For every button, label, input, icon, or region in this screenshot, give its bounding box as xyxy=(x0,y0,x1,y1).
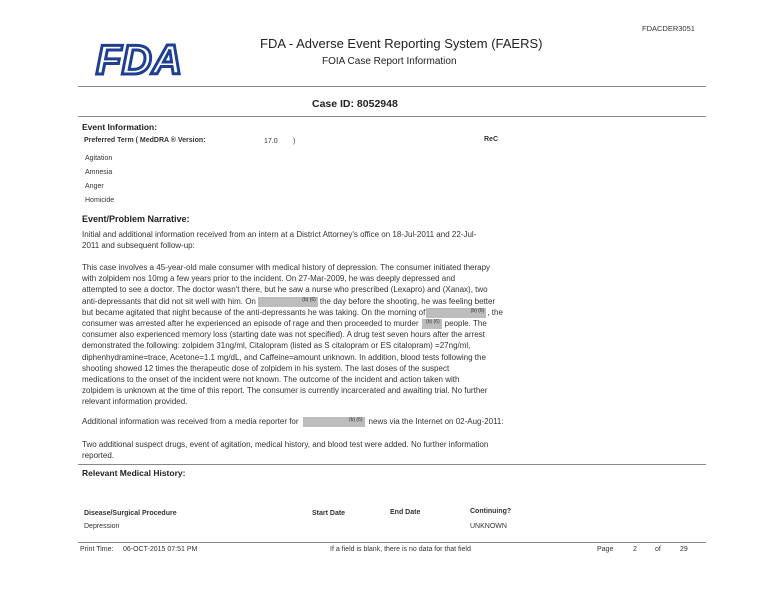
narrative-line xyxy=(82,296,592,307)
narrative-paragraph-4 xyxy=(82,439,592,461)
narrative-fragment: anti-depressants that did not sit well with him. On xyxy=(82,296,256,306)
event-term: Amnesia xyxy=(85,169,113,176)
redaction-code: (b) (6) xyxy=(426,318,440,325)
meddra-version: 17.0 xyxy=(264,138,278,145)
narrative-line: attempted to see a doctor. The doctor wasn't there, but he saw a nurse who prescribed (Lexapro) and (Xanax), two xyxy=(82,285,488,295)
narrative-fragment: news via the Internet on 02-Aug-2011: xyxy=(368,417,504,426)
case-id: Case ID: 8052948 xyxy=(312,98,398,110)
caseid-divider xyxy=(78,116,706,117)
history-disease-cell: Depression xyxy=(84,523,120,530)
narrative-line: diphenhydramine=trace, Acetone=1.1 mg/dL, and Caffeine=amount unknown. In addition, blood tests following the xyxy=(82,352,486,362)
header-divider xyxy=(78,86,706,87)
narrative-heading: Event/Problem Narrative: xyxy=(82,214,190,224)
column-header-disease: Disease/Surgical Procedure xyxy=(84,510,177,517)
narrative-line xyxy=(82,416,592,427)
event-info-heading: Event Information: xyxy=(82,122,158,132)
narrative-fragment: but became agitated that night because of the anti-depressants he was taking. On the morning of xyxy=(82,307,426,317)
narrative-line: This case involves a 45-year-old male consumer with medical history of depression. The consumer initiated therapy xyxy=(82,263,491,272)
narrative-fragment: the day before the shooting, he was feeling better xyxy=(319,296,496,306)
page-number: 2 xyxy=(633,546,637,553)
fda-logo xyxy=(90,36,188,81)
redaction-code: (b) (6) xyxy=(348,416,363,423)
version-close-paren: ) xyxy=(293,138,296,145)
event-term: Anger xyxy=(85,183,104,190)
print-time-value: 06-OCT-2015 07:51 PM xyxy=(123,546,198,553)
fda-logo-text: FDA xyxy=(95,36,183,81)
narrative-fragment: Additional information was received from a media reporter for xyxy=(82,417,299,426)
narrative-line: consumer also experienced memory loss (starting date was not specified). A drug test seven hours after the arrest xyxy=(82,330,485,340)
narrative-line: with zolpidem nos 10mg a few years prior to the incident. On 27-Mar-2009, he was deeply depressed and xyxy=(82,274,456,284)
narrative-line: medications to the onset of the incident were not known. The outcome of the incident and action taken with xyxy=(82,375,460,385)
history-continuing-cell: UNKNOWN xyxy=(470,523,507,530)
narrative-line: Initial and additional information received from an intern at a District Attorney's office on 18-Jul-2011 and 22-Jul- xyxy=(82,230,477,239)
form-id: FDACDER3051 xyxy=(642,24,695,33)
page-of-label: of xyxy=(655,546,661,553)
narrative-line xyxy=(82,307,592,318)
narrative-line: demonstrated the following: zolpidem 31ng/ml, Citalopram (listed as S citalopram or ES citalopram) =27ng/ml, xyxy=(82,341,471,351)
narrative-line: shooting showed 12 times the therapeutic dose of zolpidem in his system. The last doses of the suspect xyxy=(82,363,450,373)
redaction-block xyxy=(258,297,318,307)
redaction-code: (b) (6) xyxy=(302,296,316,303)
narrative-paragraph-2 xyxy=(82,262,592,408)
page-total: 29 xyxy=(680,546,688,553)
narrative-line xyxy=(82,318,592,329)
column-header-end-date: End Date xyxy=(390,509,421,516)
narrative-paragraph-3 xyxy=(82,416,592,427)
narrative-paragraph-1 xyxy=(82,229,592,251)
rec-label: ReC xyxy=(484,136,499,143)
page-label: Page xyxy=(597,546,614,553)
event-term: Agitation xyxy=(85,155,113,162)
narrative-line: Two additional suspect drugs, event of agitation, medical history, and blood test were added. No further information xyxy=(82,440,489,449)
redaction-block xyxy=(422,319,442,329)
narrative-line: 2011 and subsequent follow-up: xyxy=(82,241,195,251)
column-header-continuing: Continuing? xyxy=(470,508,512,515)
page-subtitle: FOIA Case Report Information xyxy=(322,56,457,67)
column-header-start-date: Start Date xyxy=(312,510,346,517)
medical-history-heading: Relevant Medical History: xyxy=(82,468,186,478)
footer-divider xyxy=(78,542,706,543)
page-title: FDA - Adverse Event Reporting System (FAERS) xyxy=(260,36,543,51)
narrative-fragment: , the xyxy=(487,307,503,317)
event-term: Homicide xyxy=(85,197,115,204)
narrative-line: relevant information provided. xyxy=(82,397,188,407)
blank-field-note: If a field is blank, there is no data for that field xyxy=(330,546,471,553)
narrative-divider xyxy=(78,464,706,465)
preferred-term-label: Preferred Term ( MedDRA ® Version: xyxy=(84,137,206,144)
print-time-label: Print Time: xyxy=(80,546,114,553)
narrative-fragment: consumer was arrested after he experienced an episode of rage and then proceeded to murder xyxy=(82,319,419,329)
narrative-line: zolpidem is unknown at the time of this report. The consumer is currently incarcerated and awaiting trial. No further xyxy=(82,386,488,396)
narrative-line: reported. xyxy=(82,451,115,461)
redaction-block xyxy=(303,417,365,427)
narrative-fragment: people. The xyxy=(444,319,487,329)
redaction-code: (b) (6) xyxy=(470,307,485,314)
